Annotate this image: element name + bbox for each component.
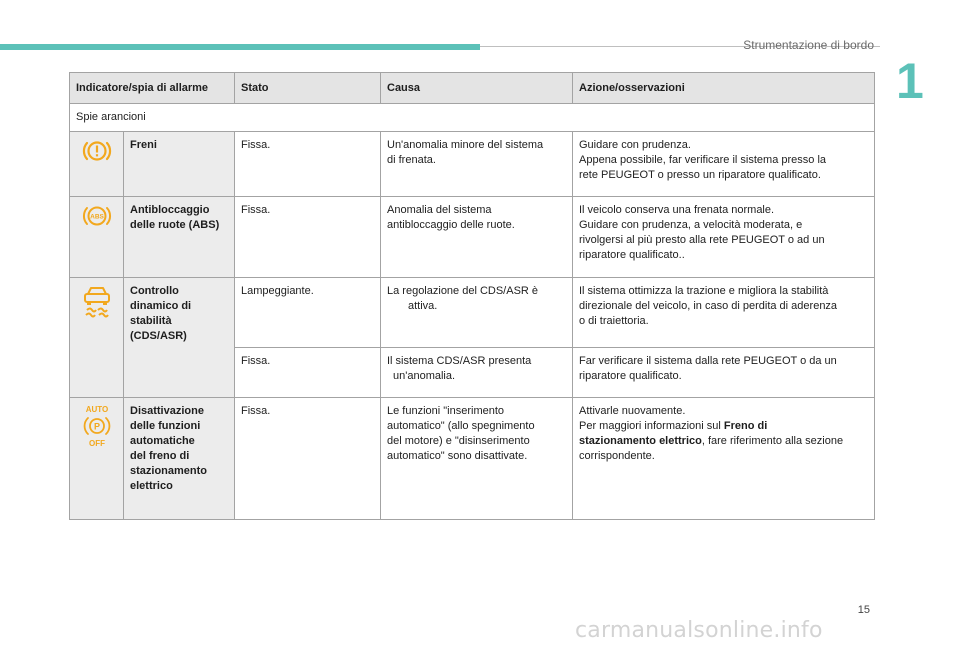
action-cell: Guidare con prudenza. Appena possibile, far verificare il sistema presso la rete PEUGEOT o presso un riparatore qualificato. <box>573 132 875 197</box>
abs-warning-icon <box>82 203 112 229</box>
indicator-name: Freni <box>124 132 235 197</box>
column-header-cause: Causa <box>381 73 573 104</box>
cause-cell: Un'anomalia minore del sistema di frenata. <box>381 132 573 197</box>
svg-text:P: P <box>93 421 100 432</box>
state-cell: Fissa. <box>235 348 381 398</box>
indicator-name: Disattivazione delle funzioni automatiche del freno di stazionamento elettrico <box>124 398 235 520</box>
section-title: Strumentazione di bordo <box>743 38 874 52</box>
indicator-name: Antibloccaggio delle ruote (ABS) <box>124 197 235 278</box>
group-row <box>70 104 875 132</box>
column-header-state: Stato <box>235 73 381 104</box>
icon-cell <box>70 398 124 520</box>
icon-cell <box>70 132 124 197</box>
table-row <box>70 398 875 520</box>
stazionamento-link-text: stazionamento elettrico <box>579 435 702 447</box>
table-row <box>70 197 875 278</box>
state-cell: Lampeggiante. <box>235 278 381 348</box>
state-cell: Fissa. <box>235 197 381 278</box>
cause-cell: La regolazione del CDS/ASR è attiva. <box>381 278 573 348</box>
icon-cell <box>70 197 124 278</box>
freno-link-text: Freno di <box>723 420 768 432</box>
indicator-name: Controllo dinamico di stabilità (CDS/ASR) <box>124 278 235 398</box>
page-number: 15 <box>857 604 870 616</box>
warning-lights-table <box>69 72 875 520</box>
table-row <box>70 278 875 348</box>
brake-warning-icon <box>82 138 112 164</box>
svg-text:OFF: OFF <box>88 439 105 448</box>
svg-text:AUTO: AUTO <box>85 405 108 414</box>
action-cell: Il sistema ottimizza la trazione e migliora la stabilità direzionale del veicolo, in caso di perdita di aderenza o di traiettoria. <box>573 278 875 348</box>
watermark: carmanualsonline.info <box>575 618 823 643</box>
column-header-indicator: Indicatore/spia di allarme <box>70 73 235 104</box>
icon-cell <box>70 278 124 398</box>
action-cell: Attivarle nuovamente. Per maggiori informazioni sul Freno di stazionamento elettrico, fare riferimento alla sezione corrispondente. <box>573 398 875 520</box>
state-cell: Fissa. <box>235 398 381 520</box>
table-header-row <box>70 73 875 104</box>
stability-control-icon <box>80 284 114 320</box>
table-row <box>70 132 875 197</box>
cause-cell: Anomalia del sistema antibloccaggio delle ruote. <box>381 197 573 278</box>
action-cell: Il veicolo conserva una frenata normale. Guidare con prudenza, a velocità moderata, e rivolgersi al più presto alla rete PEUGEOT o ad un riparatore qualificato.. <box>573 197 875 278</box>
cause-cell: Il sistema CDS/ASR presenta un'anomalia. <box>381 348 573 398</box>
header-accent-bar <box>0 44 480 50</box>
cause-cell: Le funzioni "inserimento automatico" (allo spegnimento del motore) e "disinserimento automatico" sono disattivate. <box>381 398 573 520</box>
column-header-action: Azione/osservazioni <box>573 73 875 104</box>
chapter-number: 1 <box>896 53 924 109</box>
svg-text:ABS: ABS <box>89 213 104 221</box>
auto-park-off-icon <box>80 404 114 448</box>
group-label: Spie arancioni <box>70 104 875 132</box>
action-cell: Far verificare il sistema dalla rete PEUGEOT o da un riparatore qualificato. <box>573 348 875 398</box>
state-cell: Fissa. <box>235 132 381 197</box>
